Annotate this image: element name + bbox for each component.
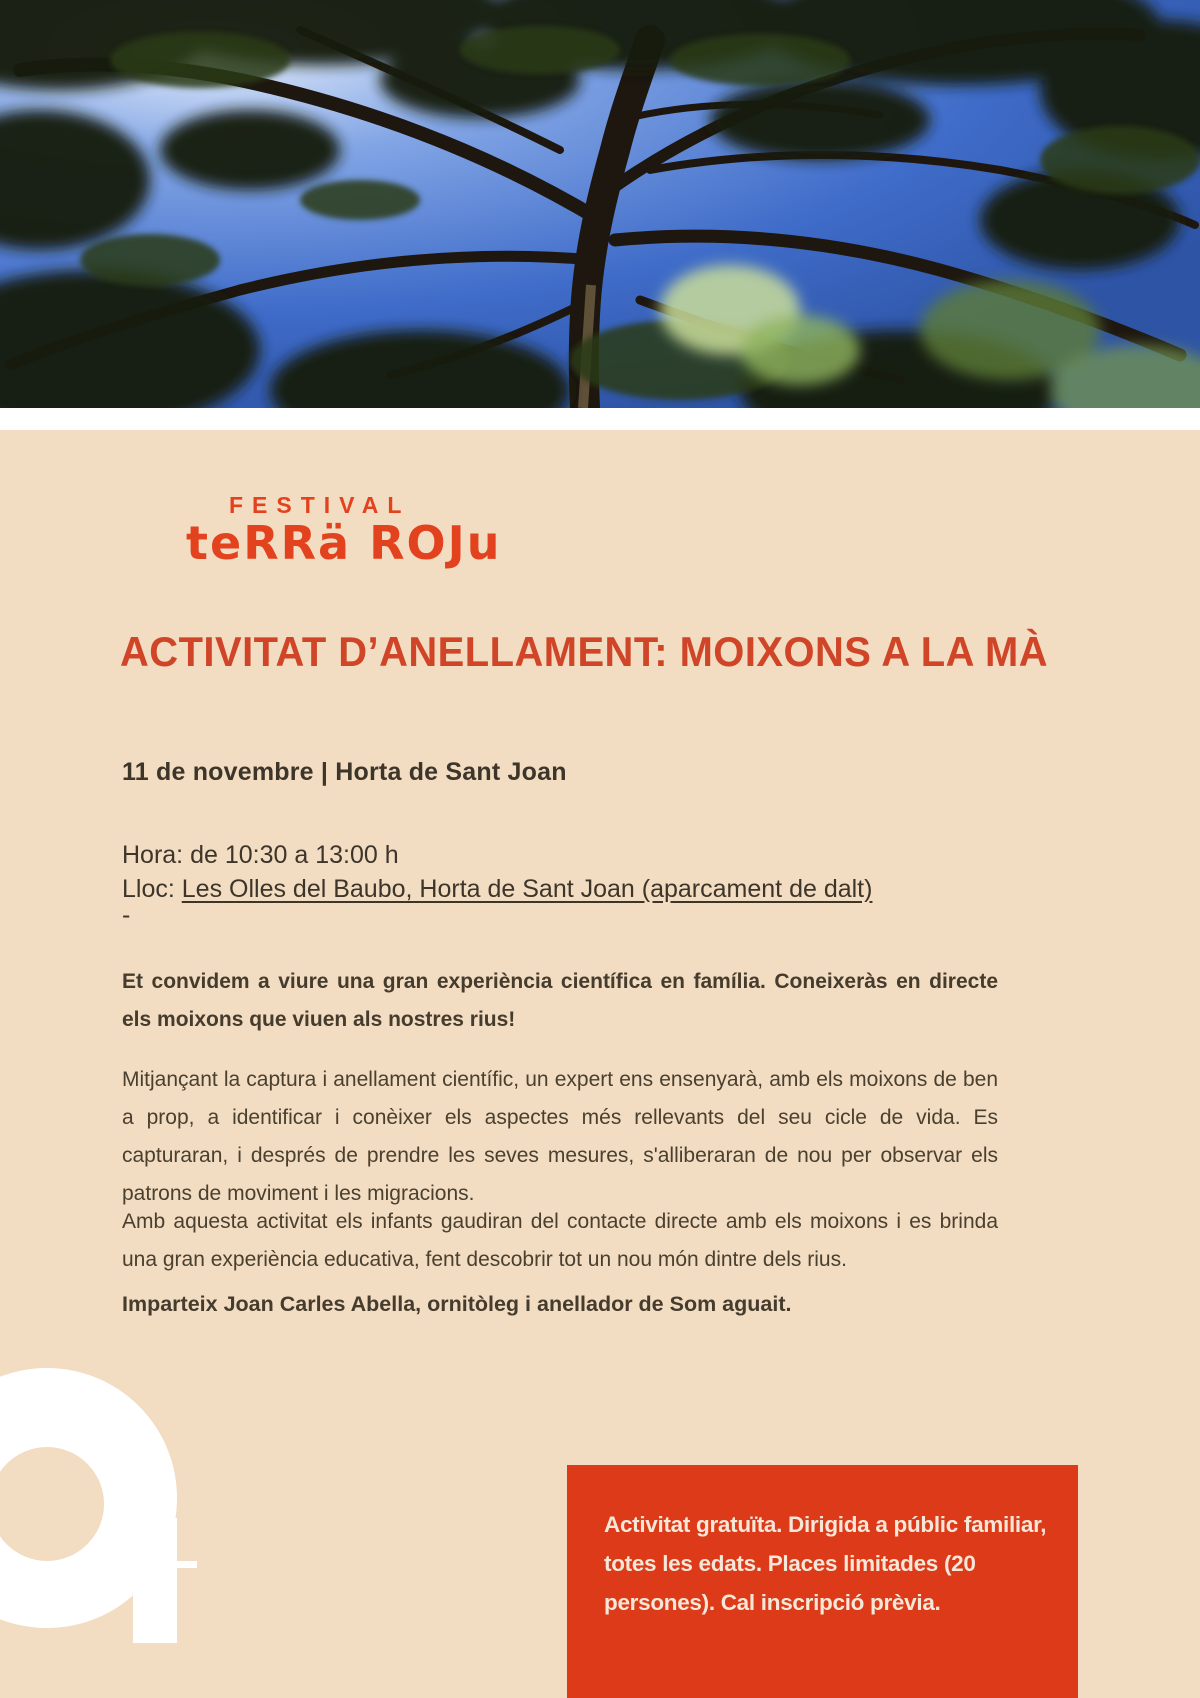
body-paragraph-1: Mitjançant la captura i anellament científic, un expert ens ensenyarà, amb els moixons de ben a prop, a identificar i conèixer els aspectes més rellevants del seu cicle de vida. Es capturaran, i després de prendre les seves mesures, s'alliberaran de nou per observar els patrons de moviment i les migracions. (122, 1068, 998, 1205)
location-link[interactable]: Les Olles del Baubo, Horta de Sant Joan (aparcament de dalt) (181, 875, 873, 903)
registration-info-box (567, 1465, 1078, 1698)
header-photo (0, 0, 1200, 408)
pine-canopy-illustration (0, 0, 1200, 408)
location-line (122, 875, 872, 904)
time-line (122, 841, 399, 870)
festival-kicker: FESTIVAL (229, 492, 411, 518)
registration-info-text: Activitat gratuïta. Dirigida a públic familiar, totes les edats. Places limitades (20 persones). Cal inscripció prèvia. (604, 1512, 1047, 1615)
time-value: de 10:30 a 13:00 h (190, 841, 399, 869)
date-location-line: 11 de novembre | Horta de Sant Joan (122, 758, 567, 786)
logo-mark-q (0, 1368, 200, 1648)
terra-roja-wordmark: teRRä ROJu (186, 516, 502, 570)
location-label: Lloc: (122, 875, 175, 903)
dash-separator: - (122, 901, 131, 929)
activity-title: ACTIVITAT D’ANELLAMENT: MOIXONS A LA MÀ (120, 628, 1049, 676)
intro-paragraph: Et convidem a viure una gran experiència científica en família. Coneixeràs en directe els moixons que viuen als nostres rius! (122, 970, 998, 1031)
body-paragraph-2: Amb aquesta activitat els infants gaudiran del contacte directe amb els moixons i es brinda una gran experiència educativa, fent descobrir tot un nou món dintre dels rius. (122, 1210, 998, 1271)
facilitator-line: Imparteix Joan Carles Abella, ornitòleg i anellador de Som aguait. (122, 1291, 792, 1316)
photo-divider (0, 408, 1200, 430)
time-label: Hora: (122, 841, 184, 869)
